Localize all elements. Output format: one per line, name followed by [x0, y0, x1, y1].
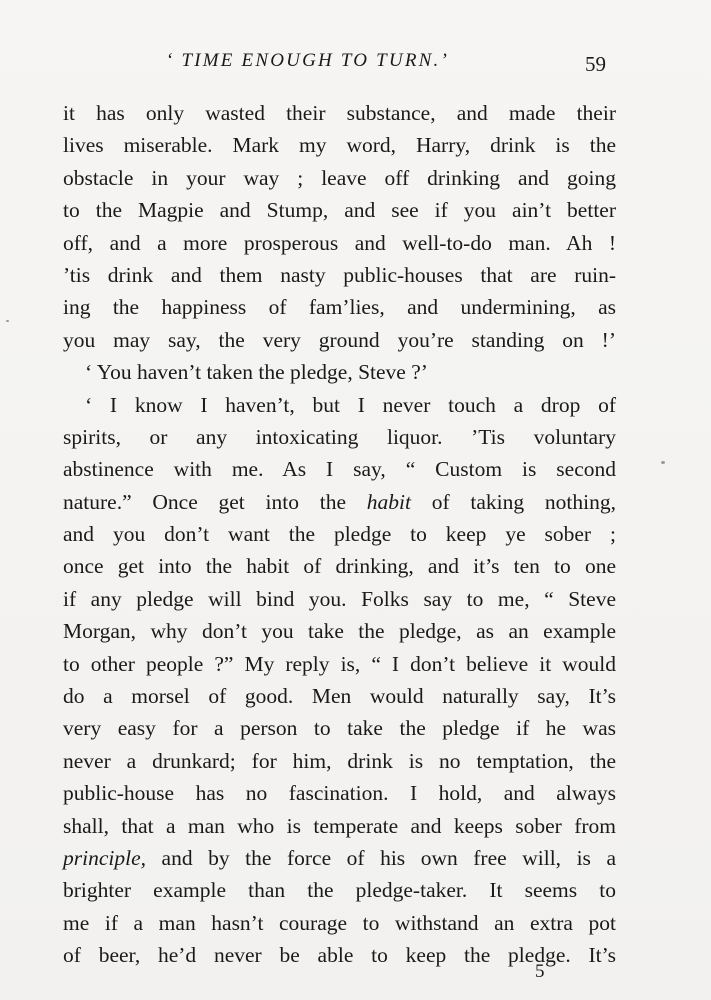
text-line: to the Magpie and Stump, and see if you ain’t better: [63, 198, 616, 223]
page-speck: [661, 461, 665, 464]
text-line: lives miserable. Mark my word, Harry, drink is the: [63, 133, 616, 158]
text-line: ‘ I know I haven’t, but I never touch a drop of: [85, 392, 616, 417]
italic-emphasis: principle,: [63, 845, 146, 870]
text-line: public-house has no fascination. I hold, and always: [63, 781, 616, 806]
text-line: shall, that a man who is temperate and keeps sober from: [63, 813, 616, 838]
text-line: do a morsel of good. Men would naturally say, It’s: [63, 684, 616, 709]
text-line: you may say, the very ground you’re standing on !’: [63, 327, 616, 352]
text-line: nature.” Once get into the habit of taking nothing,: [63, 489, 616, 514]
text-line: brighter example than the pledge-taker. It seems to: [63, 878, 616, 903]
running-head: [0, 44, 711, 78]
text-line: principle, and by the force of his own free will, is a: [63, 845, 616, 870]
text-line: off, and a more prosperous and well-to-do man. Ah !: [63, 230, 616, 255]
body-text: [63, 97, 616, 972]
text-line: and you don’t want the pledge to keep ye sober ;: [63, 522, 616, 547]
text-line: spirits, or any intoxicating liquor. ’Tis voluntary: [63, 424, 616, 449]
text-line: ing the happiness of fam’lies, and undermining, as: [63, 295, 616, 320]
text-line: of beer, he’d never be able to keep the pledge. It’s: [63, 943, 616, 968]
page-speck: [6, 320, 9, 322]
text-line: if any pledge will bind you. Folks say to me, “ Steve: [63, 586, 616, 611]
text-line: obstacle in your way ; leave off drinking and going: [63, 165, 616, 190]
text-line: it has only wasted their substance, and made their: [63, 101, 616, 125]
text-line: very easy for a person to take the pledge if he was: [63, 716, 616, 741]
text-line: me if a man hasn’t courage to withstand an extra pot: [63, 910, 616, 935]
text-line: once get into the habit of drinking, and it’s ten to one: [63, 554, 616, 579]
signature-mark: 5: [535, 961, 545, 982]
page-number: 59: [585, 52, 606, 76]
text-line: never a drunkard; for him, drink is no temptation, the: [63, 748, 616, 773]
text-line: Morgan, why don’t you take the pledge, as an example: [63, 619, 616, 644]
running-title: ‘ TIME ENOUGH TO TURN.’: [166, 50, 450, 71]
text-line: ‘ You haven’t taken the pledge, Steve ?’: [85, 360, 428, 385]
text-line: ’tis drink and them nasty public-houses that are ruin-: [63, 262, 616, 287]
text-line: abstinence with me. As I say, “ Custom is second: [63, 457, 616, 482]
text-line: to other people ?” My reply is, “ I don’t believe it would: [63, 651, 616, 676]
italic-emphasis: habit: [366, 489, 411, 514]
